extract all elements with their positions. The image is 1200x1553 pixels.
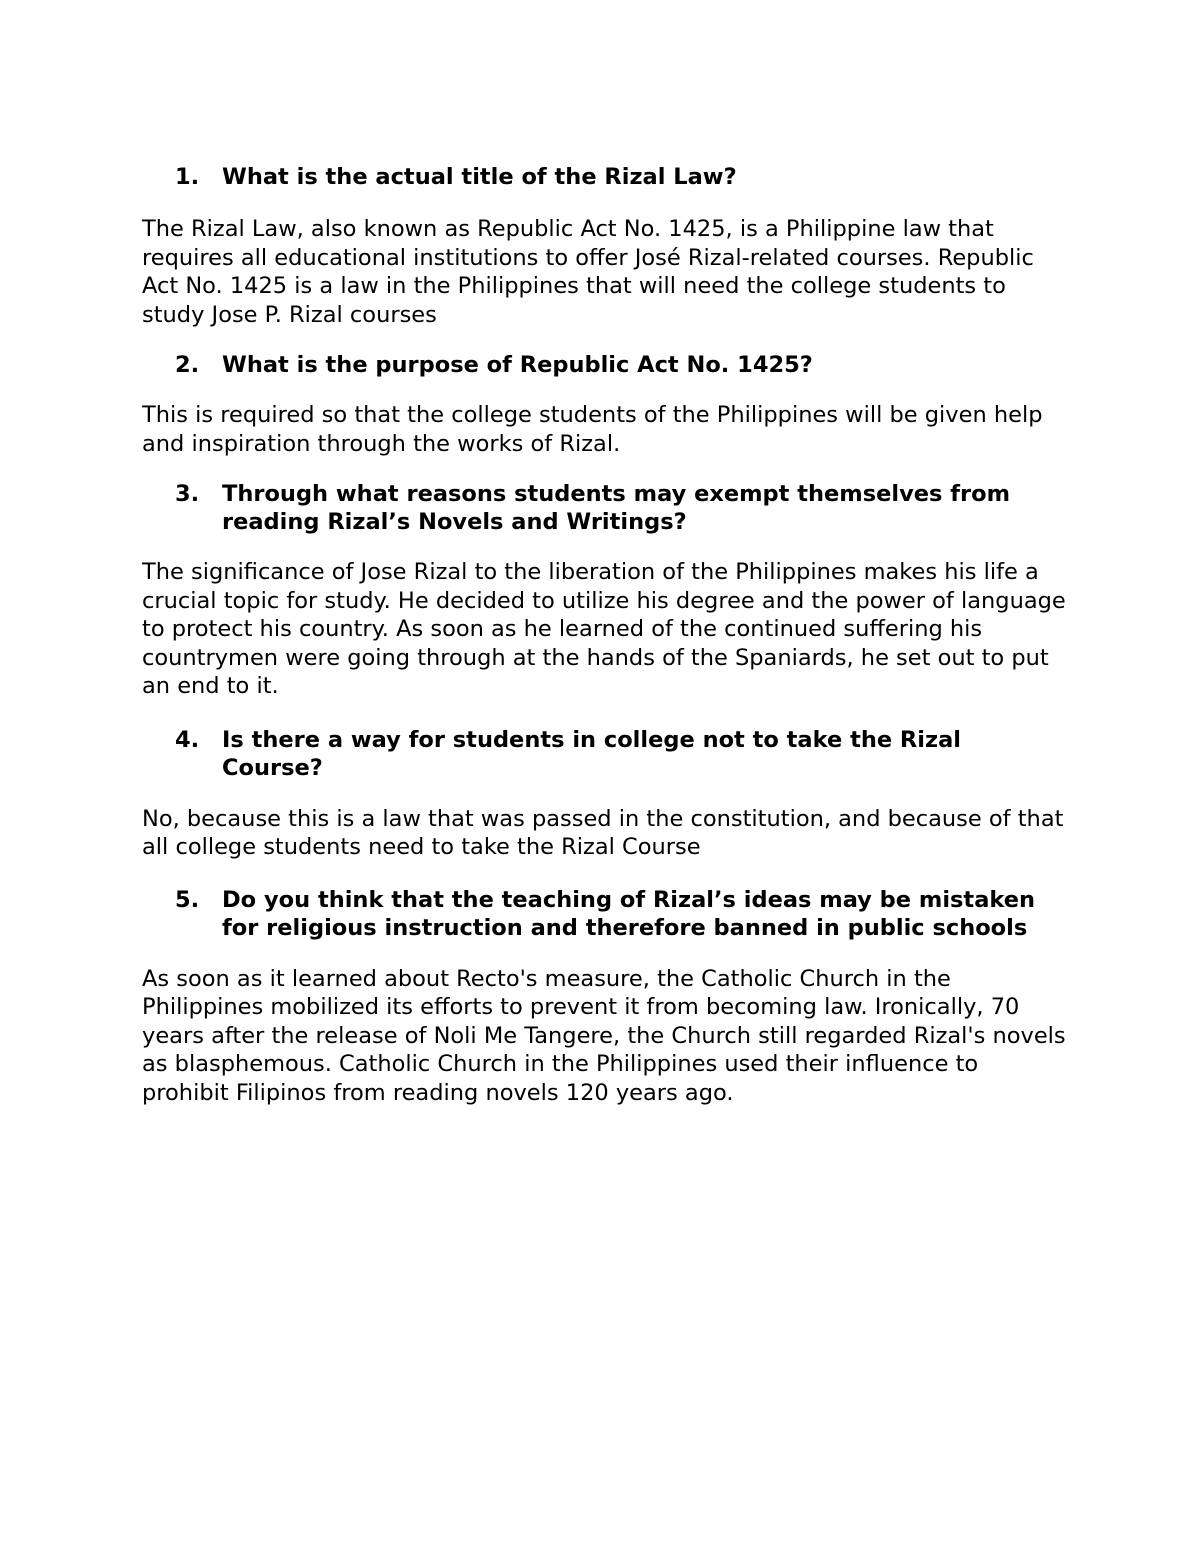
answer-4: No, because this is a law that was passed in the constitution, and because of that all college students need to take the Rizal Course [142,805,1064,860]
question-1-text: What is the actual title of the Rizal Law? [222,164,737,190]
answer-1: The Rizal Law, also known as Republic Act No. 1425, is a Philippine law that requires all educational institutions to offer José Rizal-related courses. Republic Act No. 1425 is a law in the Philippines that will need the college students to study Jose P. Rizal courses [142,216,1034,328]
question-3-text: Through what reasons students may exempt themselves from reading Rizal’s Novels and Writings? [222,481,1011,535]
question-2 [142,351,1067,379]
question-4 [142,726,1067,782]
question-4-number: 4. [175,726,200,753]
question-3-number: 3. [175,481,200,507]
question-2-text: What is the purpose of Republic Act No. 1425? [222,352,813,378]
question-1-number: 1. [175,164,200,190]
answer-2: This is required so that the college students of the Philippines will be given help and inspiration through the works of Rizal. [142,402,1043,457]
question-5-number: 5. [175,886,200,913]
question-3 [142,480,1067,536]
answer-5: As soon as it learned about Recto's measure, the Catholic Church in the Philippines mobilized its efforts to prevent it from becoming law. Ironically, 70 years after the release of Noli Me Tangere, the Church still regarded Rizal's novels as blasphemous. Catholic Church in the Philippines used their influence to prohibit Filipinos from reading novels 120 years ago. [142,965,1066,1106]
answer-3: The significance of Jose Rizal to the liberation of the Philippines makes his life a crucial topic for study. He decided to utilize his degree and the power of language to protect his country. As soon as he learned of the continued suffering his countrymen were going through at the hands of the Spaniards, he set out to put an end to it. [142,559,1066,699]
question-5-text: Do you think that the teaching of Rizal’s ideas may be mistaken for religious instruction and therefore banned in public schools [222,886,1036,941]
document-body [142,163,1067,1107]
question-1 [142,163,1067,191]
question-5 [142,886,1067,942]
question-2-number: 2. [175,352,200,378]
question-4-text: Is there a way for students in college not to take the Rizal Course? [222,726,961,781]
